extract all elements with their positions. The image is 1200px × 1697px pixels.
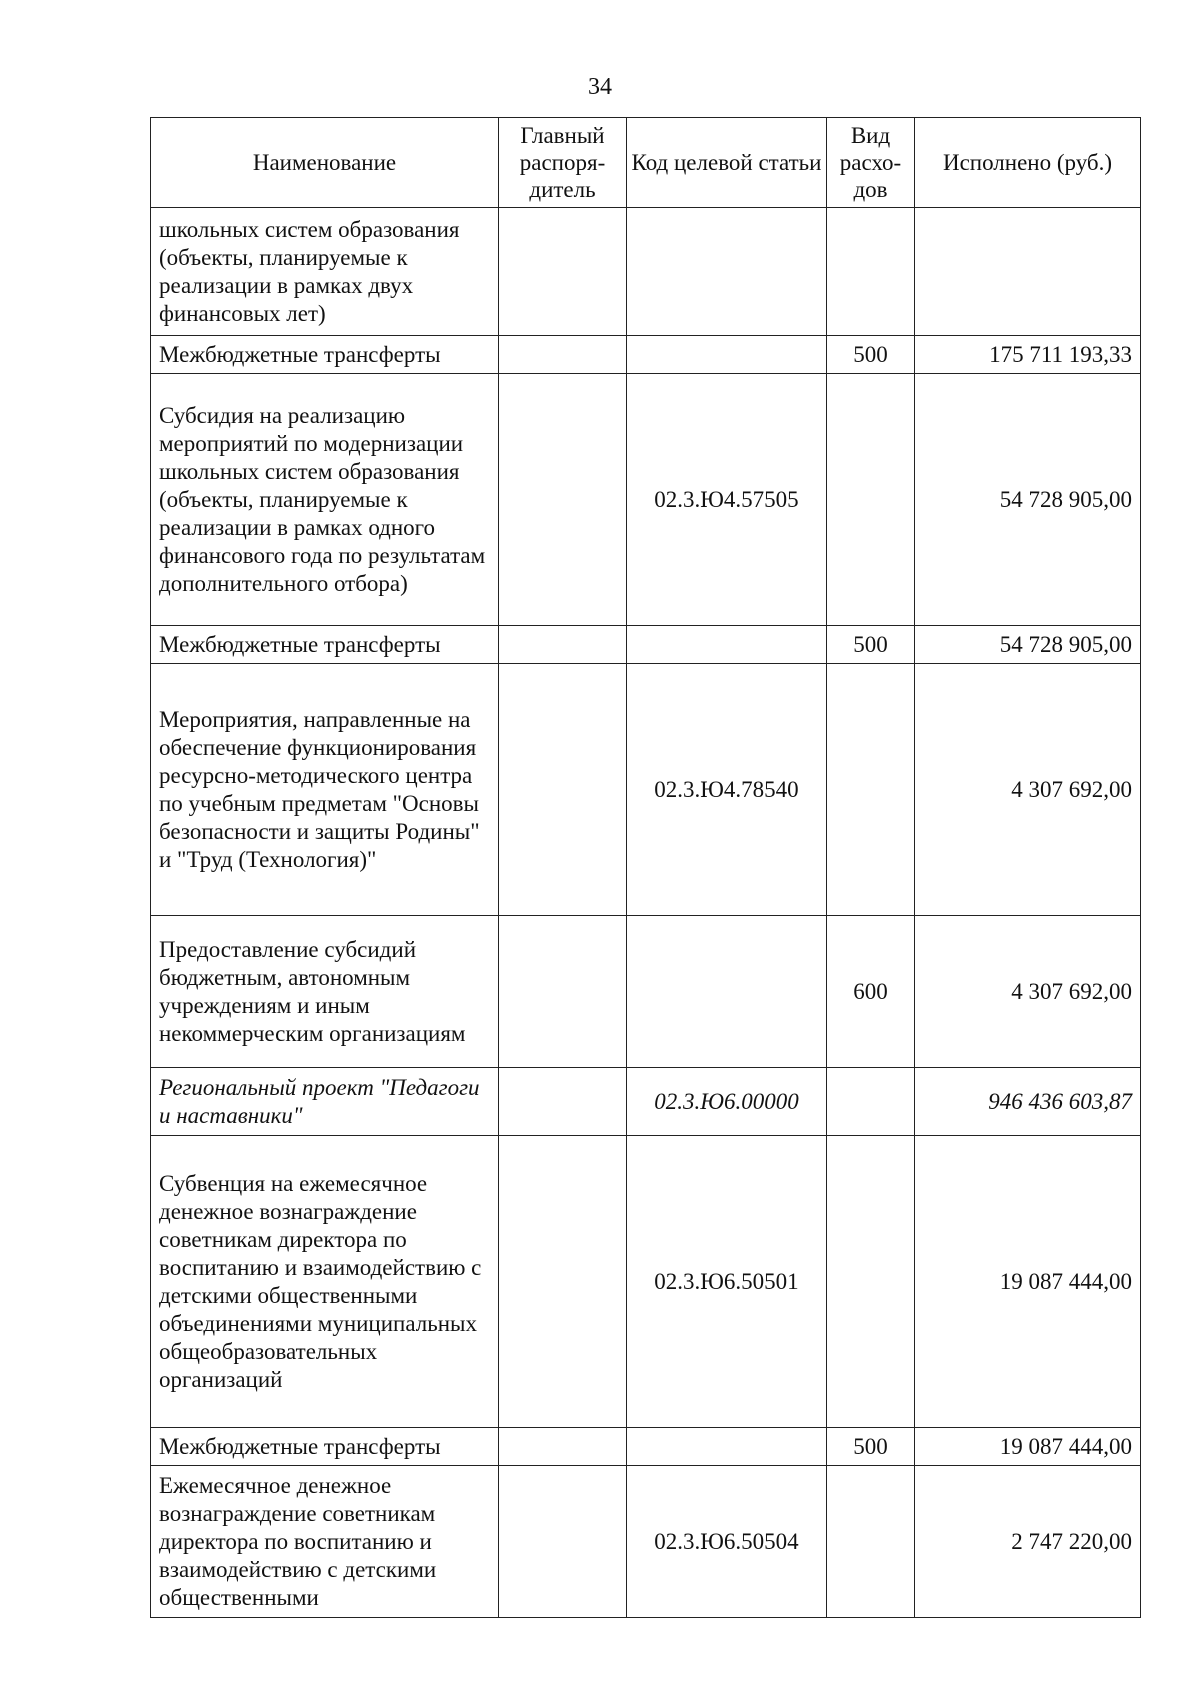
cell-code: 02.3.Ю6.50501 <box>627 1136 827 1428</box>
header-code: Код целевой статьи <box>627 118 827 208</box>
cell-amount: 946 436 603,87 <box>915 1068 1141 1136</box>
table-row <box>151 208 1141 336</box>
table-row <box>151 1428 1141 1466</box>
cell-code: 02.3.Ю6.50504 <box>627 1466 827 1618</box>
cell-code <box>627 916 827 1068</box>
page-number: 34 <box>588 74 612 100</box>
table-row <box>151 916 1141 1068</box>
cell-type <box>827 1136 915 1428</box>
header-name: Наименование <box>151 118 499 208</box>
cell-name: Субсидия на реализацию мероприятий по модернизации школьных систем образования (объекты, планируемые к реализации в рамках одного финансового года по результатам дополнительного отбора) <box>151 374 499 626</box>
cell-type: 500 <box>827 1428 915 1466</box>
table-row <box>151 664 1141 916</box>
cell-name: Межбюджетные трансферты <box>151 626 499 664</box>
cell-code <box>627 626 827 664</box>
cell-amount <box>915 208 1141 336</box>
cell-name: Межбюджетные трансферты <box>151 1428 499 1466</box>
cell-admin <box>499 1068 627 1136</box>
cell-type <box>827 374 915 626</box>
cell-name: школьных систем образования (объекты, планируемые к реализации в рамках двух финансовых лет) <box>151 208 499 336</box>
cell-admin <box>499 664 627 916</box>
cell-type: 500 <box>827 626 915 664</box>
cell-admin <box>499 1428 627 1466</box>
cell-amount: 54 728 905,00 <box>915 626 1141 664</box>
cell-admin <box>499 1466 627 1618</box>
table-row <box>151 1068 1141 1136</box>
cell-code: 02.3.Ю4.57505 <box>627 374 827 626</box>
table-header-row <box>151 118 1141 208</box>
cell-name: Мероприятия, направленные на обеспечение функционирования ресурсно-методического центра по учебным предметам "Основы безопасности и защиты Родины" и "Труд (Технология)" <box>151 664 499 916</box>
cell-type: 600 <box>827 916 915 1068</box>
header-admin: Главный распоря-дитель <box>499 118 627 208</box>
cell-admin <box>499 336 627 374</box>
cell-name: Региональный проект "Педагоги и наставники" <box>151 1068 499 1136</box>
cell-type <box>827 664 915 916</box>
cell-amount: 19 087 444,00 <box>915 1428 1141 1466</box>
table-body <box>151 208 1141 1618</box>
cell-admin <box>499 916 627 1068</box>
table-row <box>151 374 1141 626</box>
cell-name: Предоставление субсидий бюджетным, автономным учреждениям и иным некоммерческим организациям <box>151 916 499 1068</box>
cell-amount: 19 087 444,00 <box>915 1136 1141 1428</box>
table-row <box>151 1136 1141 1428</box>
cell-code <box>627 336 827 374</box>
cell-amount: 2 747 220,00 <box>915 1466 1141 1618</box>
cell-name: Субвенция на ежемесячное денежное вознаграждение советникам директора по воспитанию и взаимодействию с детскими общественными объединениями муниципальных общеобразовательных организаций <box>151 1136 499 1428</box>
cell-type <box>827 1068 915 1136</box>
cell-code <box>627 1428 827 1466</box>
table-row <box>151 1466 1141 1618</box>
cell-name: Межбюджетные трансферты <box>151 336 499 374</box>
cell-name: Ежемесячное денежное вознаграждение советникам директора по воспитанию и взаимодействию с детскими общественными <box>151 1466 499 1618</box>
cell-amount: 54 728 905,00 <box>915 374 1141 626</box>
cell-amount: 175 711 193,33 <box>915 336 1141 374</box>
cell-type: 500 <box>827 336 915 374</box>
table-row <box>151 336 1141 374</box>
cell-code: 02.3.Ю6.00000 <box>627 1068 827 1136</box>
cell-amount: 4 307 692,00 <box>915 916 1141 1068</box>
cell-admin <box>499 208 627 336</box>
header-type: Вид расхо-дов <box>827 118 915 208</box>
cell-admin <box>499 626 627 664</box>
cell-code: 02.3.Ю4.78540 <box>627 664 827 916</box>
header-amount: Исполнено (руб.) <box>915 118 1141 208</box>
budget-table <box>150 117 1141 1618</box>
cell-code <box>627 208 827 336</box>
cell-type <box>827 208 915 336</box>
cell-admin <box>499 1136 627 1428</box>
cell-type <box>827 1466 915 1618</box>
cell-amount: 4 307 692,00 <box>915 664 1141 916</box>
cell-admin <box>499 374 627 626</box>
table-row <box>151 626 1141 664</box>
